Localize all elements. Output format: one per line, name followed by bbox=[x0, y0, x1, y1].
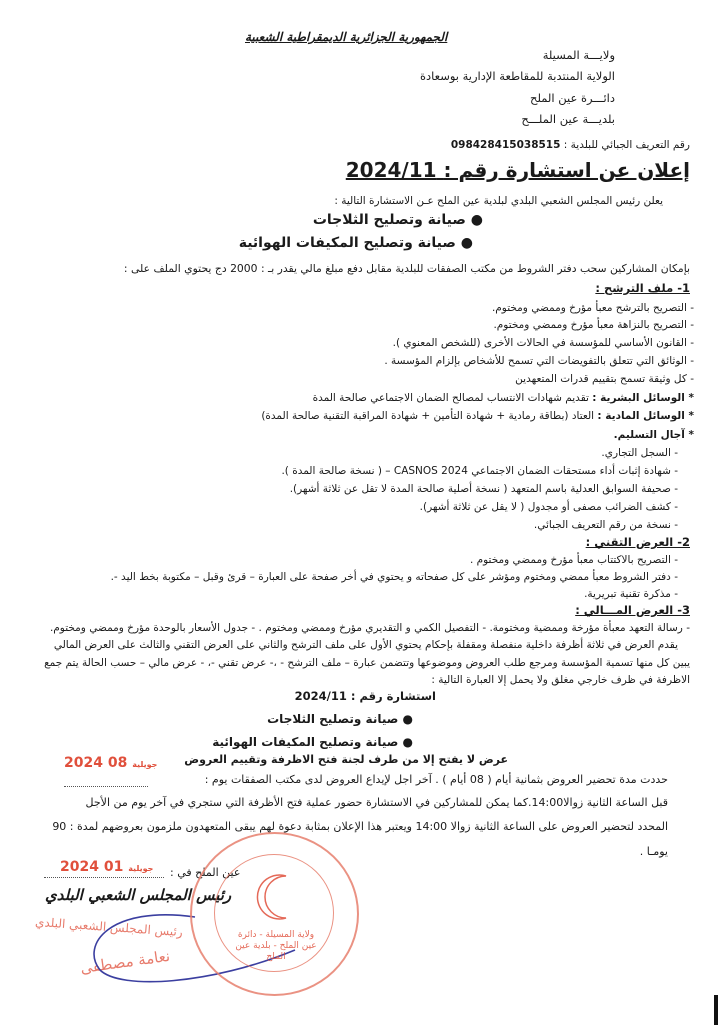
lot-2: ● صيانة وتصليح المكيفات الهوائية bbox=[238, 235, 473, 251]
tax-id: 098428415038515 bbox=[450, 139, 561, 151]
page-edge-mark bbox=[714, 995, 718, 1025]
tax-id-label: رقم التعريف الجبائي للبلدية : bbox=[563, 139, 690, 151]
intro: يعلن رئيس المجلس الشعبي البلدي لبلدية عين الملح عـن الاستشارة التالية : bbox=[334, 195, 663, 207]
title-number: 2024/11 bbox=[345, 158, 437, 182]
list-item: - التصريح بالنزاهة معبأ مؤرخ وممضي ومختوم. bbox=[493, 319, 694, 331]
financial-line: يقدم العرض في ثلاثة أظرفة داخلية منفصلة ومقفلة بإحكام يحتوي الأول على ملف الترشح والثاني على العرض التقني والثالث على العرض المالي bbox=[53, 639, 678, 651]
envelope-lot-2: ● صيانة وتصليح المكيفات الهوائية bbox=[212, 735, 413, 749]
list-item: - نسخة من رقم التعريف الجبائي. bbox=[533, 519, 678, 531]
closing-line: قبل الساعة الثانية زوالا14:00.كما يمكن للمشاركين في الاستشارة حضور عملية فتح الأظرفة التي ستجري في آخر يوم من الأجل bbox=[85, 796, 668, 809]
crescent-star-icon bbox=[252, 872, 302, 922]
financial-line: - رسالة التعهد معبأة مؤرخة وممضية ومختومة. - التفصيل الكمي و التقديري مؤرخ وممضي ومختوم . - جدول الأسعار بالوحدة مؤرخ وممضي ومختوم. bbox=[49, 622, 690, 634]
envelope-lot-1: ● صيانة وتصليح الثلاجات bbox=[267, 712, 413, 726]
lot-1: ● صيانة وتصليح الثلاجات bbox=[312, 212, 483, 228]
human-means: * الوسائل البشرية : تقديم شهادات الانتساب لمصالح الضمان الاجتماعي صالحة المدة bbox=[312, 392, 694, 404]
list-item: - كل وثيقة تسمح بتقييم قدرات المتعهدين bbox=[515, 373, 694, 385]
signature-stamp-title: رئيس المجلس الشعبي البلدي bbox=[34, 914, 184, 940]
list-item: - التصريح بالاكتتاب معبأ مؤرخ وممضي ومختوم . bbox=[469, 554, 678, 566]
deadline-dotted-line bbox=[64, 786, 148, 787]
signature-place: عين الملح في : bbox=[170, 866, 241, 879]
list-item: - السجل التجاري. bbox=[601, 447, 678, 459]
seal-text: ولاية المسيلة - دائرة عين الملح - بلدية عين الملح bbox=[235, 930, 317, 962]
withdrawal: بإمكان المشاركين سحب دفتر الشروط من مكتب الصفقات للبلدية مقابل دفع مبلغ مالي يقدر بـ : 2000 دج يحتوي الملف على : bbox=[123, 262, 690, 275]
page-title bbox=[346, 156, 690, 184]
list-item: - التصريح بالترشح معبأ مؤرخ وممضي ومختوم. bbox=[491, 302, 694, 314]
list-item: - كشف الضرائب مصفى أو مجدول ( لا يقل عن ثلاثة أشهر). bbox=[419, 501, 678, 513]
wilaya: ولايـــة المسيلة bbox=[542, 48, 615, 62]
list-item: - شهادة إثبات أداء مستحقات الضمان الاجتماعي CASNOS 2024 – ( نسخة صالحة المدة ). bbox=[281, 465, 678, 477]
material-means: * الوسائل المادية : العتاد (بطاقة رمادية + شهادة التأمين + شهادة المراقبة التقنية صالحة المدة) bbox=[261, 410, 694, 422]
envelope-note: عرض لا يفتح إلا من طرف لجنة فتح الاظرفة وتقييم العروض bbox=[184, 753, 508, 766]
signature-date-stamp: 2024 جويلية 01 bbox=[60, 859, 154, 875]
closing-line: المحدد لتحضير العروض على الساعة الثانية زوالا 14:00 ويعتبر هذا الإعلان بمثابة دعوة لهم يبقى المتعهدون ملزمون بعروضهم لمدة : 90 bbox=[52, 820, 668, 833]
list-item: - صحيفة السوابق العدلية باسم المتعهد ( نسخة أصلية صالحة المدة لا تقل عن ثلاثة أشهر). bbox=[289, 483, 678, 495]
tax-id-line bbox=[451, 138, 690, 152]
list-item: - الوثائق التي تتعلق بالتفويضات التي تسمح للأشخاص بإلزام المؤسسة . bbox=[384, 355, 694, 367]
official-seal bbox=[190, 832, 359, 996]
daira: دائـــرة عين الملح bbox=[530, 91, 615, 105]
delegated-wilaya: الولاية المنتدبة للمقاطعة الإدارية بوسعادة bbox=[420, 69, 615, 83]
section1-title: 1- ملف الترشح : bbox=[595, 281, 690, 295]
deadline-date-stamp: 2024 جويلية 08 bbox=[64, 755, 158, 771]
financial-line: الاظرفة في ظرف خارجي مغلق ولا يحمل إلا العبارة التالية : bbox=[431, 674, 690, 686]
delivery-deadline: * آجال التسليم. bbox=[613, 429, 694, 441]
commune: بلديـــة عين الملـــح bbox=[521, 112, 615, 126]
section2-title: 2- العرض التقني : bbox=[585, 535, 690, 549]
list-item: - مذكرة تقنية تبريرية. bbox=[584, 588, 678, 600]
signature-dotted-line bbox=[44, 877, 164, 878]
list-item: - القانون الأساسي للمؤسسة في الحالات الأخرى (للشخص المعنوي ). bbox=[392, 337, 694, 349]
section3-title: 3- العرض المـــالي : bbox=[575, 603, 690, 617]
signature-stamp-name: نعامة مصطفى bbox=[79, 946, 172, 978]
closing-line: يومـا . bbox=[639, 845, 668, 858]
financial-line: يبين كل منها تسمية المؤسسة ومرجع طلب العروض وموضوعها وتتضمن عبارة – ملف الترشح - ،- عرض تقني -، - عرض مالي – حسب الحالة يتم جمع bbox=[44, 657, 690, 669]
title-text: إعلان عن استشارة رقم : bbox=[443, 158, 690, 182]
closing-line: حددت مدة تحضير العروض بثمانية أيام ( 08 أيام ) . آخر اجل لإيداع العروض لدى مكتب الصفقات يوم : bbox=[204, 773, 668, 786]
signature-title: رئيس المجلس الشعبي البلدي bbox=[45, 886, 232, 904]
envelope-ref: استشارة رقم : 2024/11 bbox=[294, 689, 436, 703]
list-item: - دفتر الشروط معبأ ممضي ومختوم ومؤشر على كل صفحاته و يحتوي في أخر صفحة على العبارة – قرئ وقبل – مكتوبة بخط اليد -. bbox=[110, 571, 678, 583]
republic-heading: الجمهورية الجزائرية الديمقراطية الشعبية bbox=[245, 30, 448, 44]
